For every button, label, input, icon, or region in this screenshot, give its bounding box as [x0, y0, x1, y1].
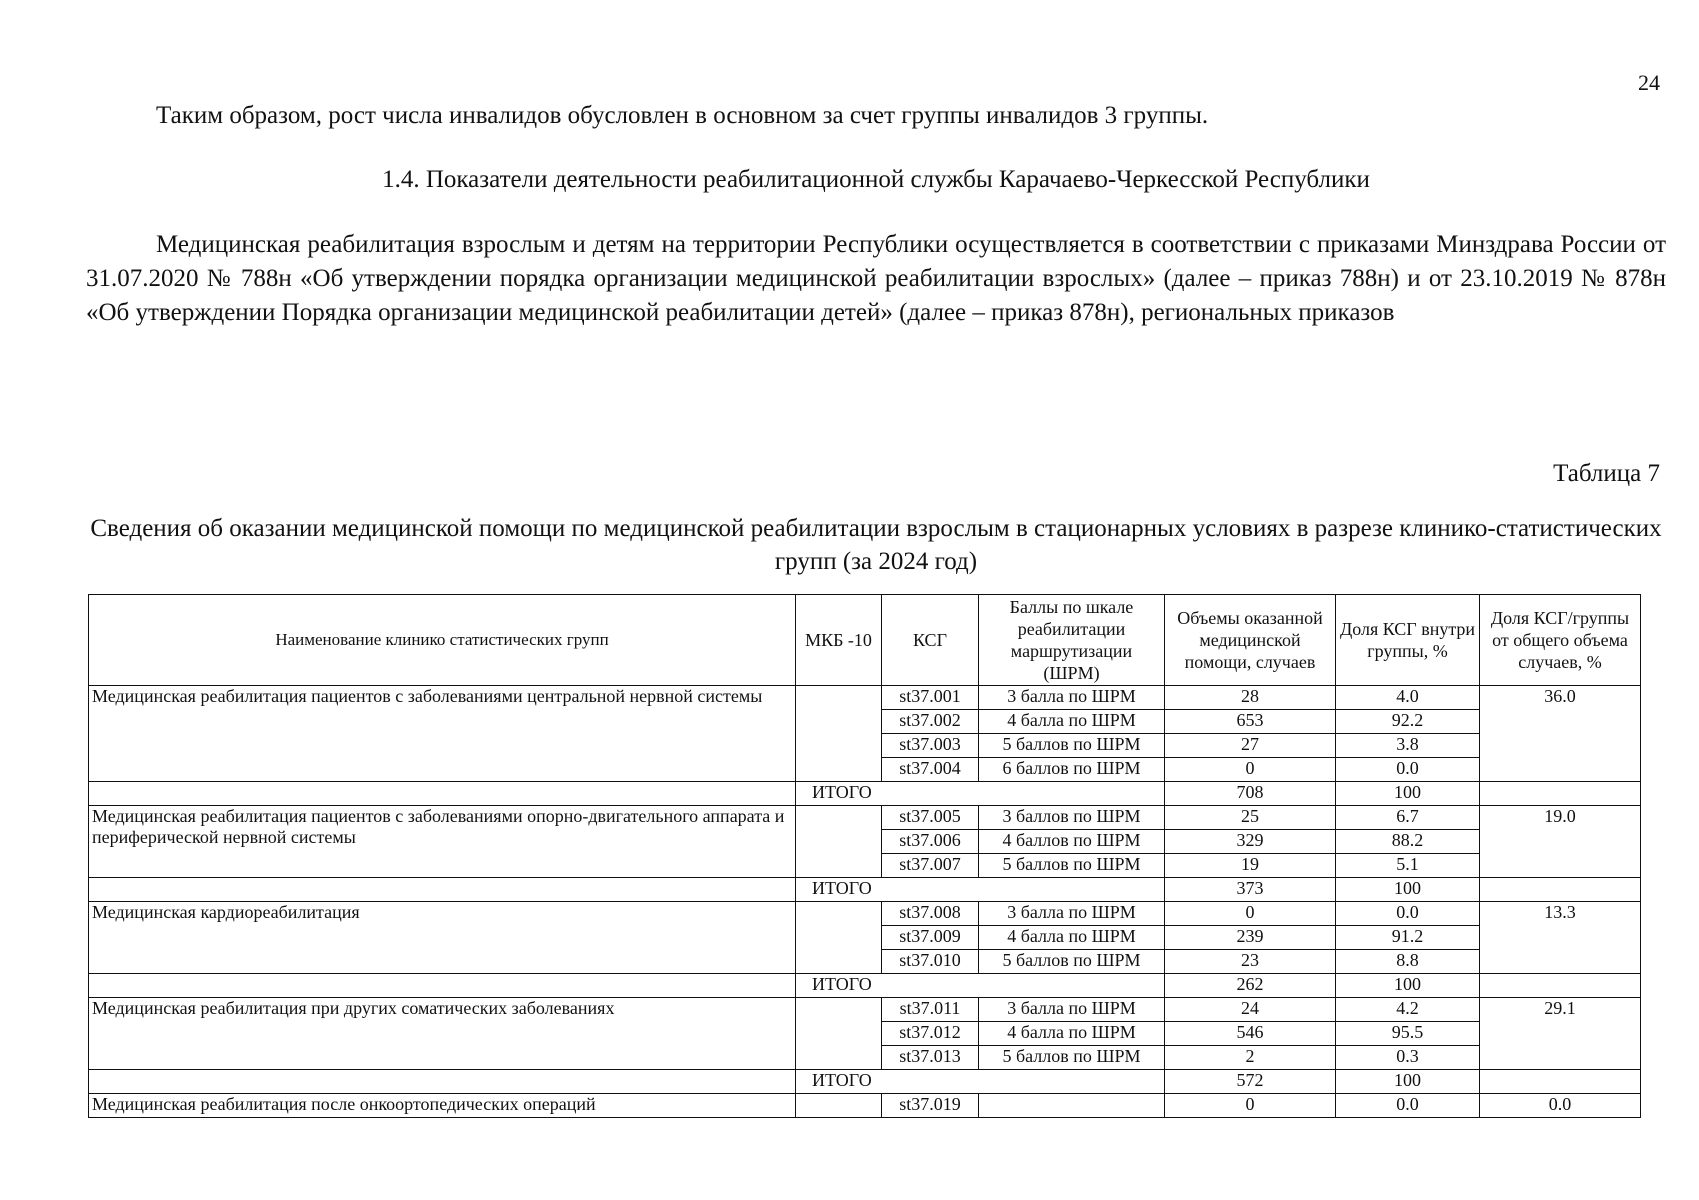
section-heading: 1.4. Показатели деятельности реабилитационной службы Карачаево-Черкесской Республики — [382, 166, 1370, 193]
group-name: Медицинская реабилитация при других соматических заболеваниях — [89, 998, 796, 1070]
volume-cell: 2 — [1165, 1046, 1336, 1070]
total-volume-cell: 262 — [1165, 974, 1336, 998]
total-name-cell — [89, 1070, 796, 1094]
share-cell: 4.2 — [1336, 998, 1480, 1022]
group-name: Медицинская реабилитация пациентов с заболеваниями центральной нервной системы — [89, 686, 796, 782]
ksg-cell: st37.013 — [882, 1046, 979, 1070]
header-score: Баллы по шкале реабилитации маршрутизации (ШРМ) — [979, 595, 1165, 686]
total-volume-cell: 373 — [1165, 878, 1336, 902]
share-cell: 0.0 — [1336, 1094, 1480, 1118]
group-name: Медицинская кардиореабилитация — [89, 902, 796, 974]
share-total-cell: 13.3 — [1480, 902, 1641, 974]
group-name: Медицинская реабилитация после онкоортопедических операций — [89, 1094, 796, 1118]
share-cell: 8.8 — [1336, 950, 1480, 974]
table-number: Таблица 7 — [1553, 460, 1660, 487]
total-label: ИТОГО — [796, 974, 1165, 998]
share-total-cell: 0.0 — [1480, 1094, 1641, 1118]
score-cell — [979, 1094, 1165, 1118]
share-cell: 88.2 — [1336, 830, 1480, 854]
total-share-cell: 100 — [1336, 974, 1480, 998]
volume-cell: 28 — [1165, 686, 1336, 710]
table-header-row — [89, 595, 1641, 686]
volume-cell: 19 — [1165, 854, 1336, 878]
volume-cell: 23 — [1165, 950, 1336, 974]
volume-cell: 0 — [1165, 902, 1336, 926]
score-cell: 4 баллов по ШРМ — [979, 830, 1165, 854]
mkb-cell — [796, 998, 882, 1070]
score-cell: 3 баллов по ШРМ — [979, 806, 1165, 830]
ksg-cell: st37.006 — [882, 830, 979, 854]
header-ksg: КСГ — [882, 595, 979, 686]
table-row — [89, 806, 1641, 830]
total-share-total-cell — [1480, 974, 1641, 998]
share-cell: 91.2 — [1336, 926, 1480, 950]
group-name: Медицинская реабилитация пациентов с заболеваниями опорно-двигательного аппарата и периферической нервной системы — [89, 806, 796, 878]
ksg-cell: st37.005 — [882, 806, 979, 830]
total-name-cell — [89, 974, 796, 998]
total-name-cell — [89, 878, 796, 902]
score-cell: 4 балла по ШРМ — [979, 926, 1165, 950]
total-label: ИТОГО — [796, 878, 1165, 902]
score-cell: 4 балла по ШРМ — [979, 710, 1165, 734]
total-share-total-cell — [1480, 878, 1641, 902]
volume-cell: 0 — [1165, 758, 1336, 782]
score-cell: 3 балла по ШРМ — [979, 902, 1165, 926]
share-cell: 5.1 — [1336, 854, 1480, 878]
score-cell: 4 балла по ШРМ — [979, 1022, 1165, 1046]
volume-cell: 239 — [1165, 926, 1336, 950]
table-row — [89, 998, 1641, 1022]
share-cell: 92.2 — [1336, 710, 1480, 734]
score-cell: 5 баллов по ШРМ — [979, 950, 1165, 974]
total-label: ИТОГО — [796, 1070, 1165, 1094]
volume-cell: 546 — [1165, 1022, 1336, 1046]
share-cell: 0.3 — [1336, 1046, 1480, 1070]
intro-paragraph: Медицинская реабилитация взрослым и детям на территории Республики осуществляется в соответствии с приказами Минздрава России от 31.07.2020 № 788н «Об утверждении порядка организации медицинской реабилитации взрослых» (далее – приказ 788н) и от 23.10.2019 № 878н «Об утверждении Порядка организации медицинской реабилитации детей» (далее – приказ 878н), региональных приказов — [86, 231, 1666, 326]
volume-cell: 0 — [1165, 1094, 1336, 1118]
share-total-cell: 36.0 — [1480, 686, 1641, 782]
total-label: ИТОГО — [796, 782, 1165, 806]
rehab-table — [88, 594, 1641, 1118]
table-row — [89, 1094, 1641, 1118]
volume-cell: 24 — [1165, 998, 1336, 1022]
share-cell: 3.8 — [1336, 734, 1480, 758]
total-share-total-cell — [1480, 782, 1641, 806]
volume-cell: 653 — [1165, 710, 1336, 734]
volume-cell: 27 — [1165, 734, 1336, 758]
total-row — [89, 974, 1641, 998]
share-cell: 0.0 — [1336, 902, 1480, 926]
total-share-total-cell — [1480, 1070, 1641, 1094]
header-share-total: Доля КСГ/группы от общего объема случаев, % — [1480, 595, 1641, 686]
ksg-cell: st37.001 — [882, 686, 979, 710]
conclusion-paragraph: Таким образом, рост числа инвалидов обусловлен в основном за счет группы инвалидов 3 группы. — [156, 102, 1209, 129]
share-total-cell: 29.1 — [1480, 998, 1641, 1070]
ksg-cell: st37.010 — [882, 950, 979, 974]
header-name: Наименование клинико статистических групп — [89, 595, 796, 686]
mkb-cell — [796, 1094, 882, 1118]
table-row — [89, 902, 1641, 926]
share-cell: 95.5 — [1336, 1022, 1480, 1046]
ksg-cell: st37.019 — [882, 1094, 979, 1118]
total-share-cell: 100 — [1336, 782, 1480, 806]
ksg-cell: st37.004 — [882, 758, 979, 782]
volume-cell: 25 — [1165, 806, 1336, 830]
total-volume-cell: 572 — [1165, 1070, 1336, 1094]
table-caption: Сведения об оказании медицинской помощи по медицинской реабилитации взрослым в стационарных условиях в разрезе клинико-статистических групп (за 2024 год) — [90, 515, 1662, 575]
share-cell: 6.7 — [1336, 806, 1480, 830]
ksg-cell: st37.003 — [882, 734, 979, 758]
total-volume-cell: 708 — [1165, 782, 1336, 806]
header-share-in-group: Доля КСГ внутри группы, % — [1336, 595, 1480, 686]
total-share-cell: 100 — [1336, 1070, 1480, 1094]
score-cell: 3 балла по ШРМ — [979, 998, 1165, 1022]
score-cell: 6 баллов по ШРМ — [979, 758, 1165, 782]
header-volume: Объемы оказанной медицинской помощи, случаев — [1165, 595, 1336, 686]
ksg-cell: st37.011 — [882, 998, 979, 1022]
mkb-cell — [796, 806, 882, 878]
total-row — [89, 878, 1641, 902]
total-row — [89, 782, 1641, 806]
share-cell: 4.0 — [1336, 686, 1480, 710]
page-number: 24 — [1638, 70, 1660, 95]
score-cell: 3 балла по ШРМ — [979, 686, 1165, 710]
ksg-cell: st37.002 — [882, 710, 979, 734]
ksg-cell: st37.009 — [882, 926, 979, 950]
total-row — [89, 1070, 1641, 1094]
header-mkb: МКБ -10 — [796, 595, 882, 686]
mkb-cell — [796, 686, 882, 782]
ksg-cell: st37.012 — [882, 1022, 979, 1046]
mkb-cell — [796, 902, 882, 974]
ksg-cell: st37.007 — [882, 854, 979, 878]
ksg-cell: st37.008 — [882, 902, 979, 926]
volume-cell: 329 — [1165, 830, 1336, 854]
total-share-cell: 100 — [1336, 878, 1480, 902]
share-total-cell: 19.0 — [1480, 806, 1641, 878]
score-cell: 5 баллов по ШРМ — [979, 734, 1165, 758]
score-cell: 5 баллов по ШРМ — [979, 854, 1165, 878]
table-row — [89, 686, 1641, 710]
total-name-cell — [89, 782, 796, 806]
score-cell: 5 баллов по ШРМ — [979, 1046, 1165, 1070]
share-cell: 0.0 — [1336, 758, 1480, 782]
